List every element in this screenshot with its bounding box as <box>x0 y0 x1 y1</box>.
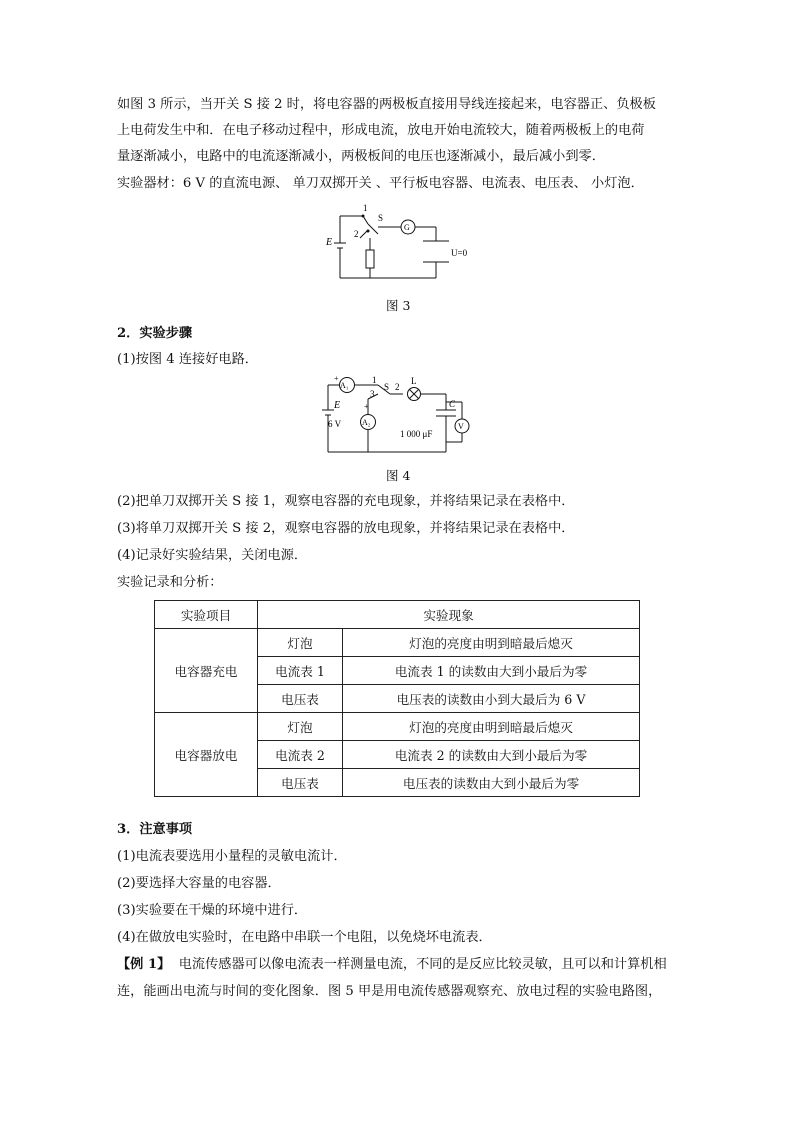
example-line-1 <box>117 955 667 975</box>
steps-heading: 2．实验步骤 <box>117 326 193 341</box>
voltmeter-icon: V <box>458 422 464 431</box>
figure-4-circuit <box>318 372 478 462</box>
table-cell-phenomenon: 灯泡的亮度由明到暗最后熄灭 <box>343 713 640 741</box>
intro-line-2: 上电荷发生中和．在电子移动过程中，形成电流，放电开始电流较大，随着两极板上的电荷 <box>117 123 645 138</box>
lamp-label: L <box>411 376 417 386</box>
plus-sign: + <box>364 402 369 411</box>
intro-line-3: 量逐渐减小，电路中的电流逐渐减小，两极板间的电压也逐渐减小，最后减小到零． <box>117 149 605 164</box>
step-3: (3)将单刀双掷开关 S 接 2，观察电容器的放电现象，并将结果记录在表格中． <box>117 521 575 536</box>
table-cell-item: 电压表 <box>258 769 343 797</box>
step-4: (4)记录好实验结果，关闭电源． <box>117 548 308 563</box>
plus-sign: + <box>334 374 339 383</box>
record-title: 实验记录和分析： <box>117 575 223 590</box>
example-line-2: 连，能画出电流与时间的变化图象．图 5 甲是用电流传感器观察充、放电过程的实验电路图， <box>117 984 662 999</box>
table-cell-item: 电压表 <box>258 685 343 713</box>
table-cell-phenomenon: 电压表的读数由大到小最后为零 <box>343 769 640 797</box>
table-cell-item: 灯泡 <box>258 713 343 741</box>
example-tag: 【例 1】 <box>117 957 171 972</box>
step-2: (2)把单刀双掷开关 S 接 1，观察电容器的充电现象，并将结果记录在表格中． <box>117 494 575 509</box>
group-name: 电容器放电 <box>155 713 258 797</box>
fig4-label-2: 2 <box>395 382 400 392</box>
example-text-1: 电流传感器可以像电流表一样测量电流，不同的是反应比较灵敏，且可以和计算机相 <box>178 957 667 972</box>
note-4: (4)在做放电实验时，在电路中串联一个电阻，以免烧坏电流表． <box>117 930 492 945</box>
table-header-phenomenon: 实验现象 <box>258 601 640 629</box>
figure-3-caption: 图 3 <box>386 298 411 313</box>
note-2: (2)要选择大容量的电容器． <box>117 876 281 891</box>
notes-heading: 3．注意事项 <box>117 822 193 837</box>
experiment-table <box>154 600 640 797</box>
table-cell-item: 灯泡 <box>258 629 343 657</box>
equipment-line: 实验器材：6 V 的直流电源、 单刀双掷开关 、平行板电容器、电流表、电压表、 小灯泡． <box>117 176 644 191</box>
step-1: (1)按图 4 连接好电路． <box>117 352 258 367</box>
fig4-label-1: 1 <box>372 375 377 385</box>
galvanometer-icon: G <box>404 223 410 232</box>
fig4-label-c: C <box>449 399 456 409</box>
table-cell-phenomenon: 电流表 1 的读数由大到小最后为零 <box>343 657 640 685</box>
fig3-label-2: 2 <box>354 229 359 239</box>
ammeter-1-icon: A₁ <box>340 381 349 390</box>
fig4-label-s: S <box>384 382 390 392</box>
fig3-label-1: 1 <box>363 203 368 213</box>
figure-4-caption: 图 4 <box>386 468 411 483</box>
table-row <box>155 629 640 657</box>
table-header-item: 实验项目 <box>155 601 258 629</box>
table-cell-phenomenon: 电压表的读数由小到大最后为 6 V <box>343 685 640 713</box>
fig3-label-e: E <box>326 237 333 248</box>
intro-line-1: 如图 3 所示，当开关 S 接 2 时，将电容器的两极板直接用导线连接起来，电容器正、负极板 <box>117 97 656 112</box>
table-cell-item: 电流表 1 <box>258 657 343 685</box>
table-cell-phenomenon: 灯泡的亮度由明到暗最后熄灭 <box>343 629 640 657</box>
table-cell-phenomenon: 电流表 2 的读数由大到小最后为零 <box>343 741 640 769</box>
table-cell-item: 电流表 2 <box>258 741 343 769</box>
note-1: (1)电流表要选用小量程的灵敏电流计． <box>117 849 347 864</box>
fig3-label-s: S <box>378 213 384 223</box>
note-3: (3)实验要在干燥的环境中进行． <box>117 903 308 918</box>
figure-3-circuit <box>318 200 478 295</box>
group-name: 电容器充电 <box>155 629 258 713</box>
ammeter-2-icon: A₂ <box>362 418 371 427</box>
fig4-label-6v: 6 V <box>328 419 342 429</box>
fig3-label-u: U=0 <box>451 248 468 258</box>
table-header-row <box>155 601 640 629</box>
fig4-label-3: 3 <box>370 389 375 399</box>
fig4-label-e: E <box>334 400 341 411</box>
table-row <box>155 713 640 741</box>
capacitance-label: 1 000 μF <box>400 429 433 439</box>
